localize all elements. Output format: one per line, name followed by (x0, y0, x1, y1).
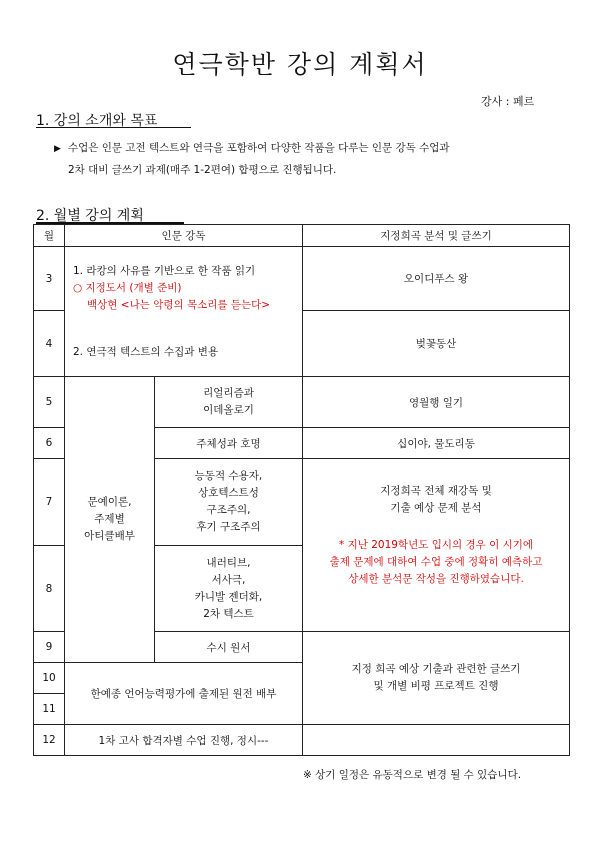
drama-line: 기출 예상 문제 분석 (390, 501, 482, 514)
monthly-plan-table (33, 224, 570, 756)
month-cell: 3 (34, 247, 65, 311)
drama-cell: 오이디푸스 왕 (303, 247, 570, 311)
page-title: 연극학반 강의 계획서 (172, 50, 428, 79)
topic-line: 리얼리즘과 (203, 387, 254, 399)
block-line-1: 1. 라캉의 사유를 기반으로 한 작품 읽기 (73, 264, 256, 277)
month-cell: 12 (34, 725, 65, 756)
drama-cell-empty (303, 725, 570, 756)
drama-note-line: 출제 문제에 대하여 수업 중에 정확히 예측하고 (329, 555, 543, 568)
theory-line-2: 주제별 (94, 513, 125, 525)
drama-cell: 십이야, 물도리동 (303, 428, 570, 459)
section-intro-heading: 1. 강의 소개와 목표 (36, 113, 158, 129)
intro-line-1: 수업은 인문 고전 텍스트와 연극을 포함하여 다양한 작품을 다루는 인문 강독 수업과 (68, 142, 450, 154)
month-cell: 6 (34, 428, 65, 459)
month-cell: 10 (34, 663, 65, 694)
topic-line: 상호텍스트성 (198, 487, 259, 499)
drama-cell-9-11 (303, 632, 570, 725)
intro-line-2: 2차 대비 글쓰기 과제(매주 1-2편여) 합평으로 진행됩니다. (68, 164, 337, 176)
humanities-cell-12: 1차 고사 합격자별 수업 진행, 정시--- (65, 725, 303, 756)
topic-cell (155, 546, 303, 632)
theory-line-3: 아티클배부 (84, 530, 135, 542)
topic-line: 서사극, (211, 573, 246, 586)
month-cell: 9 (34, 632, 65, 663)
drama-cell: 벚꽃동산 (303, 311, 570, 377)
intro-paragraph (54, 138, 450, 181)
month-cell: 5 (34, 377, 65, 428)
table-header-row (34, 225, 570, 247)
table-row (34, 247, 570, 311)
topic-line: 2차 텍스트 (203, 607, 254, 620)
section-plan-heading: 2. 월별 강의 계획 (36, 208, 144, 224)
schedule-note: ※ 상기 일정은 유동적으로 변경 될 수 있습니다. (303, 769, 522, 781)
table-row (34, 377, 570, 428)
drama-line: 지정 희곡 예상 기출과 관련한 글쓰기 (351, 663, 521, 675)
topic-line: 구조주의, (206, 504, 251, 516)
right-triangle-icon: ▶ (54, 144, 61, 154)
instructor-label: 강사 : 페르 (481, 95, 535, 108)
month-cell: 11 (34, 694, 65, 725)
humanities-block-3-4 (65, 247, 303, 377)
month-cell: 7 (34, 459, 65, 546)
drama-cell: 영월행 일기 (303, 377, 570, 428)
humanities-cell-10-11: 한예종 언어능력평가에 출제된 원전 배부 (65, 663, 303, 725)
theory-block (65, 377, 155, 663)
topic-line: 능동적 수용자, (194, 470, 263, 482)
drama-note-line: 상세한 분석문 작성을 진행하였습니다. (348, 572, 524, 585)
header-humanities: 인문 강독 (65, 225, 303, 247)
topic-line: 후기 구조주의 (196, 521, 261, 533)
topic-line: 내러티브, (206, 556, 251, 569)
header-drama: 지정희곡 분석 및 글쓰기 (303, 225, 570, 247)
block-line-4: 2. 연극적 텍스트의 수집과 변용 (73, 345, 219, 358)
block-line-2: ○ 지정도서 (개별 준비) (73, 281, 182, 294)
block-line-3: 백상현 <나는 악령의 목소리를 듣는다> (87, 298, 271, 311)
topic-line: 카니발 젠더화, (194, 590, 263, 603)
header-month: 월 (34, 225, 65, 247)
topic-cell: 수시 원서 (155, 632, 303, 663)
topic-cell (155, 459, 303, 546)
section-intro-underline (36, 127, 191, 128)
topic-line: 이데올로기 (203, 404, 254, 416)
drama-cell-7-8 (303, 459, 570, 632)
month-cell: 4 (34, 311, 65, 377)
drama-line: 지정희곡 전체 재강독 및 (380, 484, 492, 497)
theory-line-1: 문예이론, (87, 496, 132, 508)
drama-line: 및 개별 비평 프로젝트 진행 (373, 680, 499, 692)
topic-cell: 주체성과 호명 (155, 428, 303, 459)
month-cell: 8 (34, 546, 65, 632)
drama-note-line: * 지난 2019학년도 입시의 경우 이 시기에 (339, 538, 534, 551)
topic-cell (155, 377, 303, 428)
table-row (34, 725, 570, 756)
